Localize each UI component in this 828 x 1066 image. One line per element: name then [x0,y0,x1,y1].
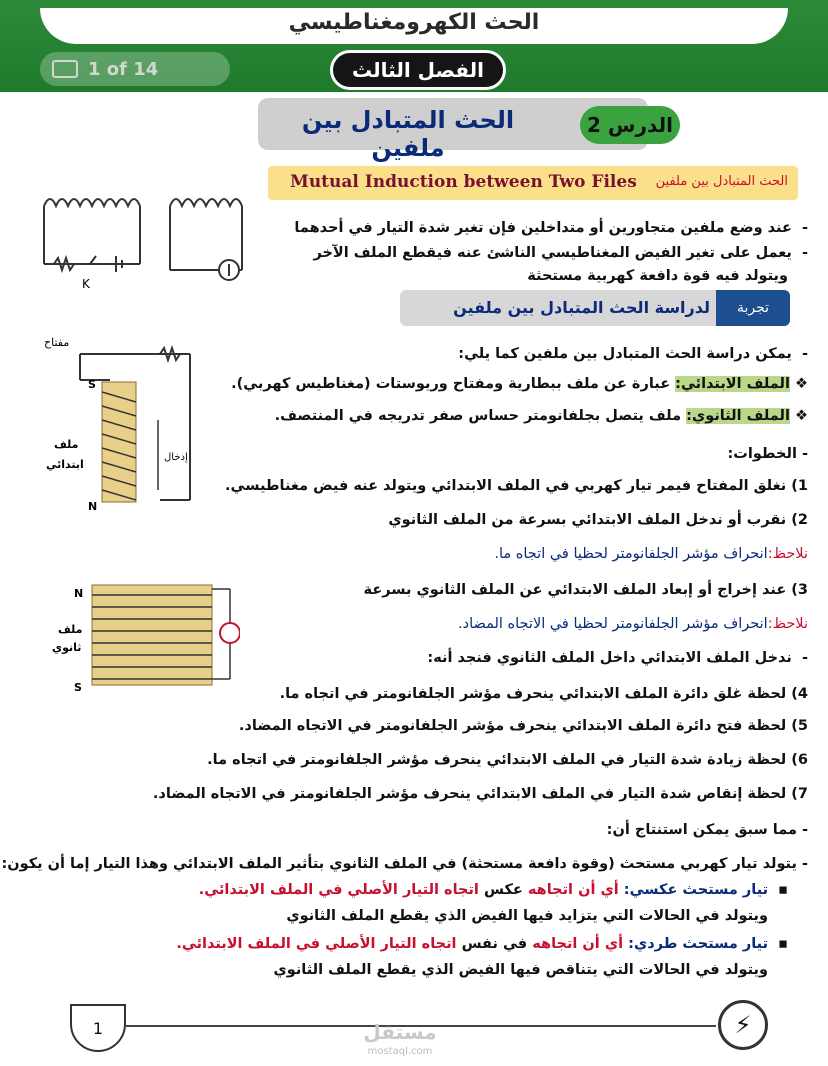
primary-s-pole: S [88,378,96,391]
chapter-badge: الفصل الثالث [330,50,506,90]
intro-line-2: - يعمل على تغير الفيض المغناطيسي الناشئ عنه فيقطع الملف الآخر [313,245,808,261]
step-4: 4) لحظة غلق دائرة الملف الابتدائي ينحرف مؤشر الجلفانومتر في اتجاه ما. [279,686,808,702]
step-2: 2) نقرب أو ندخل الملف الابتدائي بسرعة من الملف الثانوي [388,512,808,528]
inside-intro: - ندخل الملف الابتدائي داخل الملف الثانوي فنجد أنه: [427,650,808,666]
secondary-s-pole: S [74,681,82,694]
section-title-en: Mutual Induction between Two Files [290,172,637,192]
page-counter[interactable] [40,52,230,86]
primary-n-pole: N [88,500,98,513]
primary-label: الملف الابتدائي: [675,376,790,392]
note-2: نلاحظ:انحراف مؤشر الجلفانومتر لحظيا في الاتجاه المضاد. [458,616,808,632]
switch-label: مفتاح [44,336,70,349]
steps-heading: - الخطوات: [727,446,808,462]
lesson-title: الحث المتبادل بين ملفين [301,106,515,162]
step-7: 7) لحظة إنقاص شدة التيار في الملف الابتدائي ينحرف مؤشر الجلفانومتر في الاتجاه المضاد. [152,786,808,802]
conclusion-main: - يتولد تيار كهربي مستحث (وقوة دافعة مستحثة) في الملف الثانوي بتأثير الملف الابتدائي وهذا التيار إما أن يكون: [1,856,808,872]
secondary-n-pole: N [74,587,84,600]
insert-label: إدخال [164,452,188,463]
step-3: 3) عند إخراج أو إبعاد الملف الابتدائي عن الملف الثانوي بسرعة [363,582,808,598]
experiment-title: لدراسة الحث المتبادل بين ملفين [453,298,710,317]
secondary-description: ❖ الملف الثانوي: ملف يتصل بجلفانومتر حساس صفر تدريجه في المنتصف. [274,408,808,424]
direct-current: ▪ تيار مستحث طردي: أي أن اتجاهه في نفس اتجاه التيار الأصلي في الملف الابتدائي. [176,936,788,952]
lesson-number-badge: الدرس 2 [580,106,680,144]
secondary-coil-label-1: ملف [58,623,83,636]
experiment-tag: تجربة [716,290,790,326]
secondary-coil-figure [50,575,240,695]
conclusion-heading: - مما سبق يمكن استنتاج أن: [606,822,808,838]
switch-k-label: K [82,277,90,291]
mutual-coils-figure [30,180,270,300]
primary-description: ❖ الملف الابتدائي: عبارة عن ملف ببطارية ومفتاح وريوستات (مغناطيس كهربي). [231,376,808,392]
secondary-coil-body [92,585,212,685]
lightning-logo-icon: ⚡ [718,1000,768,1050]
primary-coil-label-1: ملف [54,438,79,451]
watermark-text: مستقل [363,1020,437,1044]
secondary-label: الملف الثانوي: [686,408,790,424]
page-counter-text: 1 of 14 [88,58,159,80]
note-1: نلاحظ:انحراف مؤشر الجلفانومتر لحظيا في اتجاه ما. [494,546,808,562]
direct-condition: ويتولد في الحالات التي يتناقص فيها الفيض الذي يقطع الملف الثانوي [273,962,768,978]
primary-coil-label-2: ابتدائي [46,458,84,471]
primary-coil-figure [40,330,210,520]
intro-line-1: - عند وضع ملفين متجاورين أو متداخلين فإن تغير شدة التيار في أحدهما [294,220,808,236]
step-5: 5) لحظة فتح دائرة الملف الابتدائي ينحرف مؤشر الجلفانومتر في الاتجاه المضاد. [238,718,808,734]
secondary-coil-label-2: ثانوي [52,641,82,654]
reverse-current: ▪ تيار مستحث عكسي: أي أن اتجاهه عكس اتجاه التيار الأصلي في الملف الابتدائي. [198,882,788,898]
step-1: 1) نغلق المفتاح فيمر تيار كهربي في الملف الابتدائي ويتولد عنه فيض مغناطيسي. [225,478,808,494]
page-number: 1 [70,1004,126,1052]
watermark-url: mostaql.com [367,1046,433,1057]
subject-title: الحث الكهرومغناطيسي [288,10,540,35]
step-6: 6) لحظة زيادة شدة التيار في الملف الابتدائي ينحرف مؤشر الجلفانومتر في اتجاه ما. [207,752,808,768]
intro-line-3: ويتولد فيه قوة دافعة كهربية مستحثة [527,268,788,284]
pages-icon [52,60,78,78]
section-title-ar: الحث المتبادل بين ملفين [655,174,788,189]
galvanometer [220,623,240,643]
study-intro: - يمكن دراسة الحث المتبادل بين ملفين كما يلي: [458,346,808,362]
reverse-condition: ويتولد في الحالات التي يتزايد فيها الفيض الذي يقطع الملف الثانوي [286,908,768,924]
